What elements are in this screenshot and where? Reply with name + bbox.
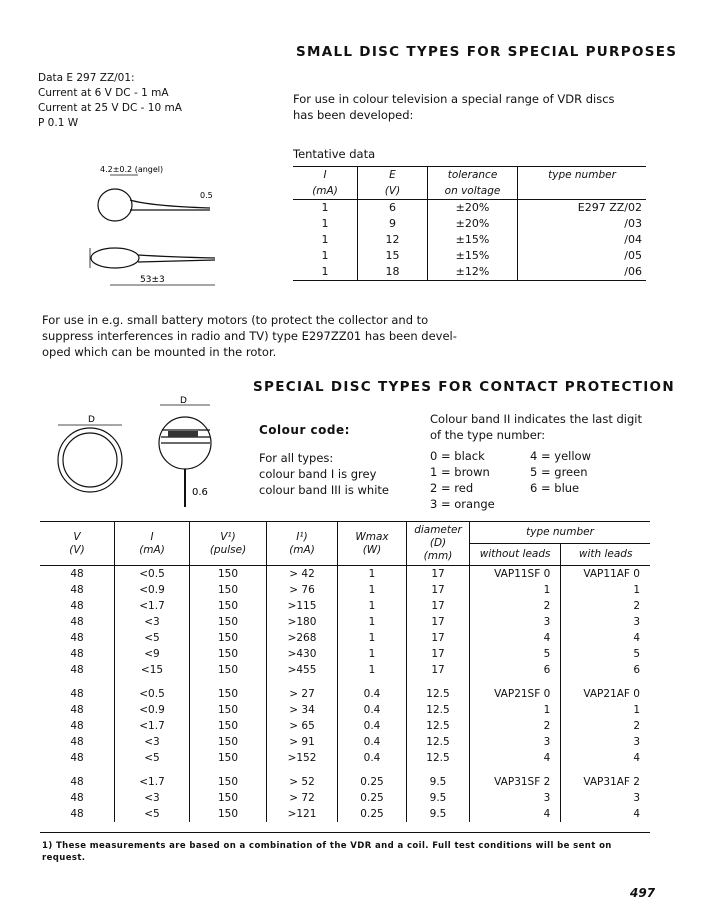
table-row: 1 12 ±15% /04 xyxy=(293,232,646,248)
table-cell: 17 xyxy=(407,614,470,630)
table-cell: 9.5 xyxy=(407,790,470,806)
table-row xyxy=(40,750,650,766)
table-cell: 2 xyxy=(561,718,650,734)
motor-line: oped which can be mounted in the rotor. xyxy=(42,345,277,359)
col-header: with leads xyxy=(561,544,650,566)
table-cell: 4 xyxy=(470,806,561,822)
colour-code: 1 = brown xyxy=(430,465,490,479)
table-cell: <0.5 xyxy=(115,566,190,583)
table-cell: 9.5 xyxy=(407,806,470,822)
col-header: I xyxy=(323,169,327,181)
colour-code: 2 = red xyxy=(430,481,474,495)
table-cell: 2 xyxy=(470,598,561,614)
col-unit: on voltage xyxy=(428,183,518,200)
all-types-note xyxy=(259,450,389,498)
table-cell: > 27 xyxy=(267,686,338,702)
table-row xyxy=(40,566,650,583)
table-cell: VAP21AF 0 xyxy=(561,686,650,702)
all-types-line: colour band I is grey xyxy=(259,467,377,481)
table-cell: 1 xyxy=(338,598,407,614)
dim-label: 0.6 xyxy=(192,487,208,498)
table-cell: 3 xyxy=(561,790,650,806)
colour-code: 3 = orange xyxy=(430,497,495,511)
table-cell: > 72 xyxy=(267,790,338,806)
footnote-line: 1) These measurements are based on a combination of the VDR and a coil. Full test conditions will be sent on xyxy=(42,841,612,851)
table-cell: VAP31SF 2 xyxy=(470,774,561,790)
contact-disc-drawing xyxy=(30,395,225,510)
table-cell: 4 xyxy=(561,630,650,646)
table-cell: 48 xyxy=(70,752,84,764)
table-cell: 1 xyxy=(561,702,650,718)
table-row xyxy=(40,646,650,662)
col-unit xyxy=(518,183,647,200)
band-note-line: of the type number: xyxy=(430,428,546,442)
table-cell: 1 xyxy=(338,614,407,630)
motor-line: For use in e.g. small battery motors (to protect the collector and to xyxy=(42,313,429,327)
intro-line: For use in colour television a special range of VDR discs xyxy=(293,92,615,106)
table-cell: VAP21SF 0 xyxy=(470,686,561,702)
table-cell: 48 xyxy=(70,808,84,820)
table-cell: 4 xyxy=(561,750,650,766)
table-cell: 48 xyxy=(70,736,84,748)
all-types-line: For all types: xyxy=(259,451,334,465)
table-cell: 150 xyxy=(190,630,267,646)
table-cell: <1.7 xyxy=(115,774,190,790)
page-number: 497 xyxy=(630,886,656,900)
table-cell: 1 xyxy=(338,566,407,583)
col-header: E xyxy=(358,167,428,184)
intro-paragraph xyxy=(293,91,615,123)
table-cell: 17 xyxy=(407,582,470,598)
table-cell: <3 xyxy=(115,614,190,630)
table-cell: 0.4 xyxy=(338,702,407,718)
table-cell: 2 xyxy=(561,598,650,614)
table-row xyxy=(40,718,650,734)
table-cell: <5 xyxy=(115,750,190,766)
table-cell: 150 xyxy=(190,734,267,750)
colour-code: 6 = blue xyxy=(530,481,580,495)
table-row: 1 18 ±12% /06 xyxy=(293,264,646,281)
table-cell: 150 xyxy=(190,806,267,822)
table-cell: 1 xyxy=(561,582,650,598)
table-cell: 3 xyxy=(561,734,650,750)
table-cell: 1 xyxy=(338,630,407,646)
table-cell: 4 xyxy=(561,806,650,822)
table-cell: 48 xyxy=(70,688,84,700)
table-cell: <3 xyxy=(115,734,190,750)
section-title-contact-protection: SPECIAL DISC TYPES FOR CONTACT PROTECTION xyxy=(253,379,675,395)
table-cell: >268 xyxy=(267,630,338,646)
col-header: without leads xyxy=(470,544,561,566)
table-cell: <15 xyxy=(115,662,190,678)
dim-label: 0.5 xyxy=(200,191,213,200)
table-row: 1 6 ±20% E297 ZZ/02 xyxy=(293,200,646,217)
spec-line: Data E 297 ZZ/01: xyxy=(38,72,135,84)
table-cell: 9.5 xyxy=(407,774,470,790)
table-cell: <5 xyxy=(115,630,190,646)
table-cell: 3 xyxy=(470,614,561,630)
dim-label: D xyxy=(88,415,95,425)
table-cell: 3 xyxy=(561,614,650,630)
table-cell: > 42 xyxy=(267,566,338,583)
band-note-line: Colour band II indicates the last digit xyxy=(430,412,643,426)
table-row xyxy=(40,806,650,822)
table-cell: <0.9 xyxy=(115,582,190,598)
col-header: Wmax (W) xyxy=(338,522,407,566)
table-cell: 4 xyxy=(470,750,561,766)
table-row xyxy=(40,598,650,614)
table-cell: 6 xyxy=(470,662,561,678)
table-cell: 0.25 xyxy=(338,790,407,806)
col-header: type number xyxy=(518,167,647,184)
table-cell: 5 xyxy=(470,646,561,662)
spec-list xyxy=(38,71,182,131)
table-cell: <1.7 xyxy=(115,598,190,614)
table-cell: 6 xyxy=(561,662,650,678)
table-cell: >152 xyxy=(267,750,338,766)
table-cell: >430 xyxy=(267,646,338,662)
table-cell: > 52 xyxy=(267,774,338,790)
table-cell: > 76 xyxy=(267,582,338,598)
dim-label: D xyxy=(180,396,187,406)
table-row xyxy=(40,774,650,790)
small-disc-drawing xyxy=(70,160,240,295)
col-header: tolerance xyxy=(428,167,518,184)
table-cell: >115 xyxy=(267,598,338,614)
table-cell: 48 xyxy=(70,704,84,716)
col-header: V (V) xyxy=(69,530,85,556)
table-cell: <1.7 xyxy=(115,718,190,734)
table-cell: 1 xyxy=(338,646,407,662)
group-spacer xyxy=(40,766,650,774)
table-cell: >180 xyxy=(267,614,338,630)
table-cell: >121 xyxy=(267,806,338,822)
col-header: V¹) (pulse) xyxy=(190,522,267,566)
table-row xyxy=(40,614,650,630)
table-row xyxy=(40,734,650,750)
spec-line: Current at 6 V DC - 1 mA xyxy=(38,87,169,99)
table-cell: 48 xyxy=(70,568,84,580)
table-cell: 12.5 xyxy=(407,718,470,734)
motor-paragraph xyxy=(42,312,457,360)
table-cell: 2 xyxy=(470,718,561,734)
table-cell: <0.9 xyxy=(115,702,190,718)
table-cell: 17 xyxy=(407,630,470,646)
table-cell: VAP31AF 2 xyxy=(561,774,650,790)
intro-line: has been developed: xyxy=(293,108,414,122)
colour-codes-right xyxy=(530,448,591,496)
table-cell: <3 xyxy=(115,790,190,806)
table-cell: 48 xyxy=(70,792,84,804)
table-cell: 1 xyxy=(338,662,407,678)
table-row xyxy=(40,630,650,646)
table-row xyxy=(40,582,650,598)
table-cell: 48 xyxy=(70,616,84,628)
section-title-small-disc: SMALL DISC TYPES FOR SPECIAL PURPOSES xyxy=(296,44,678,60)
table-cell: > 65 xyxy=(267,718,338,734)
tentative-label: Tentative data xyxy=(293,147,376,161)
table-row: 1 15 ±15% /05 xyxy=(293,248,646,264)
table-cell: 3 xyxy=(470,790,561,806)
footnote xyxy=(42,840,612,864)
col-header: I (mA) xyxy=(115,522,190,566)
table-cell: 5 xyxy=(561,646,650,662)
col-unit: (mA) xyxy=(312,185,338,197)
all-types-line: colour band III is white xyxy=(259,483,389,497)
table-row xyxy=(40,686,650,702)
table-cell: > 91 xyxy=(267,734,338,750)
table-cell: 150 xyxy=(190,686,267,702)
table-cell: 150 xyxy=(190,582,267,598)
col-header: diameter (D) (mm) xyxy=(407,522,470,566)
colour-code-label: Colour code: xyxy=(259,423,350,437)
table-cell: 48 xyxy=(70,600,84,612)
table-cell: 17 xyxy=(407,662,470,678)
table-cell: 1 xyxy=(338,582,407,598)
table-cell: 12.5 xyxy=(407,750,470,766)
table-cell: 150 xyxy=(190,614,267,630)
table-cell: 48 xyxy=(70,648,84,660)
table-cell: 150 xyxy=(190,646,267,662)
table-cell: 150 xyxy=(190,750,267,766)
table-cell: 3 xyxy=(470,734,561,750)
table-cell: 0.25 xyxy=(338,806,407,822)
spec-line: P 0.1 W xyxy=(38,117,79,129)
table-cell: >455 xyxy=(267,662,338,678)
table-row xyxy=(40,790,650,806)
colour-code: 4 = yellow xyxy=(530,449,591,463)
dim-label: 4.2±0.2 (angel) xyxy=(100,165,164,174)
table-cell: 48 xyxy=(70,664,84,676)
colour-code: 0 = black xyxy=(430,449,485,463)
table-cell: 150 xyxy=(190,662,267,678)
table-cell: 150 xyxy=(190,702,267,718)
table-cell: 17 xyxy=(407,646,470,662)
table-cell: 150 xyxy=(190,566,267,583)
table-cell: 150 xyxy=(190,598,267,614)
col-header: I¹) (mA) xyxy=(267,522,338,566)
table-cell: 0.4 xyxy=(338,686,407,702)
col-unit: (V) xyxy=(358,183,428,200)
table-cell: 48 xyxy=(70,632,84,644)
table-cell: 0.4 xyxy=(338,734,407,750)
table-cell: 48 xyxy=(70,584,84,596)
table-cell: 0.4 xyxy=(338,750,407,766)
band-note xyxy=(430,411,642,443)
table-row xyxy=(40,702,650,718)
table-cell: 12.5 xyxy=(407,686,470,702)
footnote-divider xyxy=(40,832,650,833)
table-cell: > 34 xyxy=(267,702,338,718)
table-cell: VAP11AF 0 xyxy=(561,566,650,583)
table-cell: 1 xyxy=(470,582,561,598)
group-spacer xyxy=(40,678,650,686)
table-cell: <0.5 xyxy=(115,686,190,702)
col-header: type number xyxy=(470,522,651,544)
dim-label: 53±3 xyxy=(140,275,165,285)
table-row: 1 9 ±20% /03 xyxy=(293,216,646,232)
table-cell: 17 xyxy=(407,598,470,614)
table-cell: 150 xyxy=(190,790,267,806)
table-cell: <9 xyxy=(115,646,190,662)
tentative-data-table xyxy=(293,166,646,281)
table-cell: 4 xyxy=(470,630,561,646)
table-cell: <5 xyxy=(115,806,190,822)
table-cell: 1 xyxy=(470,702,561,718)
colour-code: 5 = green xyxy=(530,465,588,479)
table-cell: VAP11SF 0 xyxy=(470,566,561,583)
table-cell: 0.25 xyxy=(338,774,407,790)
footnote-line: request. xyxy=(42,853,86,863)
table-cell: 12.5 xyxy=(407,734,470,750)
table-cell: 150 xyxy=(190,774,267,790)
table-cell: 17 xyxy=(407,566,470,583)
table-cell: 150 xyxy=(190,718,267,734)
colour-codes-left xyxy=(430,448,495,512)
table-cell: 48 xyxy=(70,776,84,788)
table-cell: 12.5 xyxy=(407,702,470,718)
table-cell: 0.4 xyxy=(338,718,407,734)
contact-protection-table xyxy=(40,521,650,822)
table-cell: 48 xyxy=(70,720,84,732)
motor-line: suppress interferences in radio and TV) type E297ZZ01 has been devel- xyxy=(42,329,457,343)
table-row xyxy=(40,662,650,678)
spec-line: Current at 25 V DC - 10 mA xyxy=(38,102,182,114)
